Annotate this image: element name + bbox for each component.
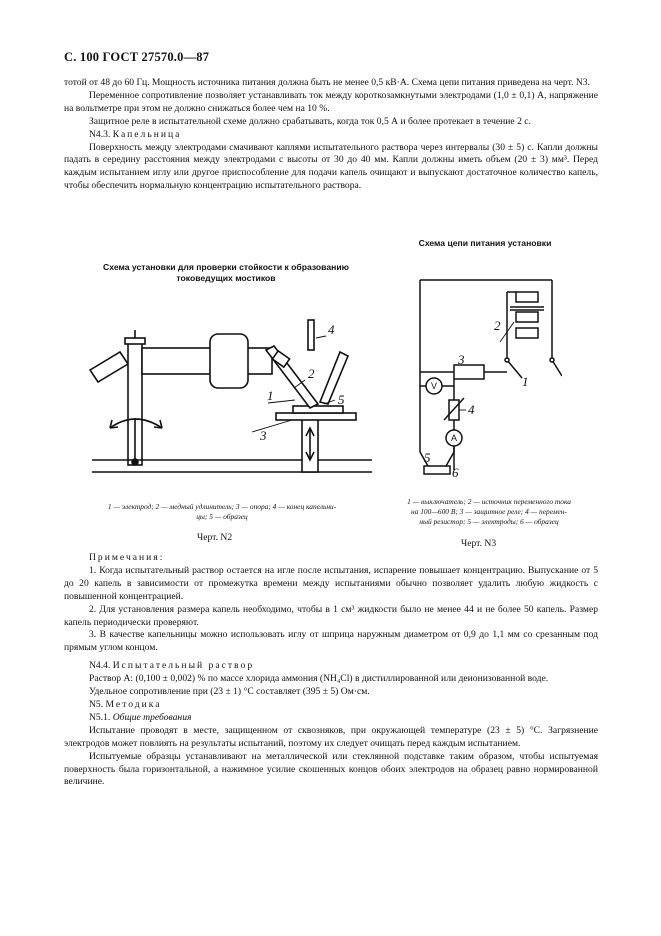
fig3-label-6: 6 — [452, 465, 459, 480]
note-1: 1. Когда испытательный раствор остается на игле после испытания, испарение повышает концентрацию. Выпускание от 5 до 20 капель в зависимости от промежутка времени между испытаниями обычно позволяет удалить любую жидкость с повышенной концентрацией. — [64, 564, 598, 602]
fig3-label-3: 3 — [458, 352, 465, 367]
intro-block — [64, 77, 598, 193]
section-n43-number: N4.3. — [89, 128, 111, 140]
section-n51-paragraph-2: Испытуемые образцы устанавливают на металлической или стеклянной подставке таким образом, чтобы испытуемая поверхность была горизонтальной, а нажимное усилие скошенных концов обоих электродов на образец равно нормированной величине. — [64, 750, 598, 788]
figure3-legend — [378, 497, 600, 527]
intro-paragraph-3: Защитное реле в испытательной схеме должно срабатывать, когда ток 0,5 А и более протекает в течение 2 с. — [89, 115, 531, 127]
voltmeter-symbol: V — [430, 381, 438, 391]
section-n5-number: N5. — [89, 698, 104, 710]
fig3-label-4: 4 — [468, 402, 475, 417]
section-n5-title: Методика — [105, 698, 162, 710]
section-n44-text: Раствор А: (0,100 ± 0,002) % по массе хлорида аммония (NH₄Cl) в дистиллированной или деионизованной воде. — [89, 673, 549, 685]
page-header: С. 100 ГОСТ 27570.0—87 — [64, 50, 210, 64]
figure3-title: Схема цепи питания установки — [418, 238, 552, 248]
figure2-legend — [64, 502, 380, 522]
intro-paragraph-2: Переменное сопротивление позволяет устанавливать ток между короткозамкнутыми электродами (1,0 ± 0,1) А, напряжение на вольтметре при этом не должно снижаться более чем на 10 %. — [64, 89, 598, 114]
section-n51-heading — [64, 712, 598, 725]
section-n44-number: N4.4. — [89, 660, 111, 672]
note-2: 2. Для установления размера капель необходимо, чтобы в 1 см³ жидкости было не менее 44 и не более 50 капель. Размер капель периодически проверяют. — [64, 603, 598, 628]
section-n44-resistance: Удельное сопротивление при (23 ± 1) °C составляет (395 ± 5) Ом·см. — [89, 686, 370, 698]
section-n5-heading — [64, 699, 598, 712]
figure2-title — [76, 262, 376, 284]
section-n44-title: Испытательный раствор — [112, 660, 255, 672]
figure3-caption: Черт. N3 — [461, 538, 497, 549]
fig2-label-2: 2 — [308, 366, 315, 381]
section-n43-text: Поверхность между электродами смачивают каплями испытательного раствора через интервалы (30 ± 5) с. Капли должны падать в середину расстояния между электродами с высоты от 30 до 40 мм. Капли должны иметь объем (20 ± 3) мм³. Перед каждым испытанием иглу или другое приспособление для подачи капель очищают и выпускают достаточное количество капель, чтобы обеспечить нормальную концентрацию испытательного раствора. — [64, 141, 598, 192]
figure2-title-line-2: токоведущих мостиков — [176, 273, 276, 283]
note-3: 3. В качестве капельницы можно использовать иглу от шприца наружным диаметром от 0,9 до 1,1 мм со срезанным под прямым углом концом. — [64, 629, 598, 654]
figure2-caption: Черт. N2 — [197, 532, 233, 543]
figure3-legend-line-3: ный резистор; 5 — электроды; 6 — образец — [419, 517, 559, 526]
section-n51-number: N5.1. — [89, 711, 111, 723]
notes-block — [64, 552, 598, 789]
ammeter-symbol: A — [450, 433, 458, 443]
figure2-title-line-1: Схема установки для проверки стойкости к образованию — [103, 262, 349, 272]
fig2-label-1: 1 — [267, 388, 274, 403]
notes-heading: Примечания: — [89, 552, 165, 563]
figure3-drawing — [402, 270, 562, 480]
section-n51-title: Общие требования — [112, 711, 192, 723]
intro-paragraph-1: тотой от 48 до 60 Гц. Мощность источника питания должна быть не менее 0,5 кВ·А. Схема цепи питания приведена на черт. N3. — [64, 77, 590, 88]
figure3-legend-line-1: 1 — выключатель; 2 — источник переменного тока — [407, 497, 571, 506]
section-n43-title: Капельница — [112, 128, 182, 140]
fig3-label-1: 1 — [522, 374, 529, 389]
section-n44-heading — [64, 660, 598, 673]
fig2-label-4: 4 — [328, 322, 335, 337]
fig3-label-5: 5 — [424, 450, 431, 465]
fig3-label-2: 2 — [494, 318, 501, 333]
fig2-label-5: 5 — [338, 392, 345, 407]
fig2-label-3: 3 — [260, 428, 267, 443]
figure2-drawing — [80, 300, 380, 500]
section-n51-paragraph-1: Испытание проводят в месте, защищенном от сквозняков, при окружающей температуре (23 ± 5) °C. Загрязнение электродов может повлиять на результаты испытаний, поэтому их следует очищать перед каждым испытанием. — [64, 724, 598, 749]
figure2-legend-line-2: цы; 5 — образец — [196, 512, 248, 521]
section-n43-heading — [64, 129, 598, 142]
figure2-legend-line-1: 1 — электрод; 2 — медный удлинитель; 3 — опора; 4 — конец капельни- — [107, 502, 337, 511]
figure3-legend-line-2: на 100—600 В; 3 — защитное реле; 4 — перемен- — [411, 507, 567, 516]
